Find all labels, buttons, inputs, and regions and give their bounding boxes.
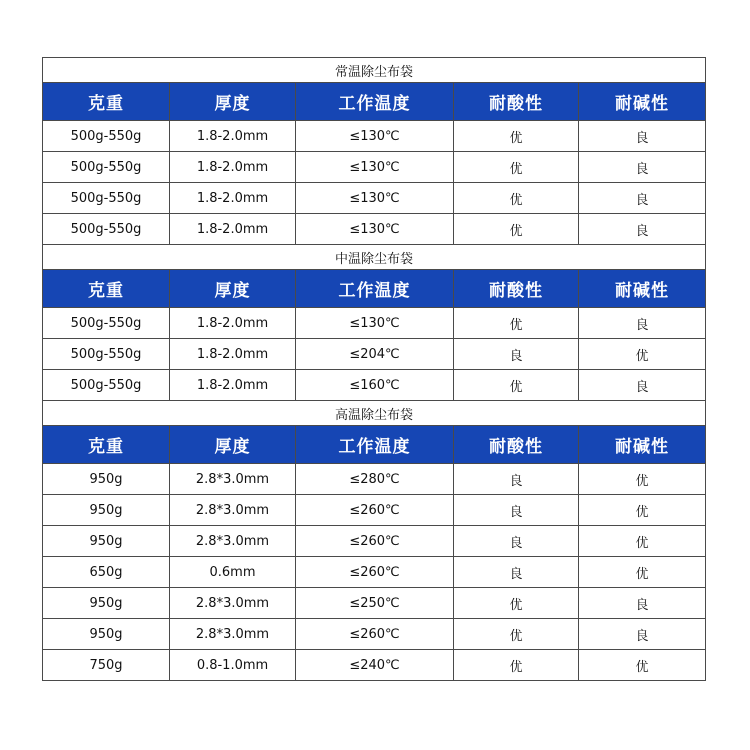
cell-alkali-resistance: 良 (579, 121, 706, 152)
table-row (43, 619, 706, 650)
cell-temperature: ≤260℃ (296, 619, 454, 650)
column-header-temperature: 工作温度 (296, 83, 454, 121)
cell-alkali-resistance: 良 (579, 214, 706, 245)
cell-acid-resistance: 优 (454, 588, 579, 619)
cell-weight: 500g-550g (43, 308, 170, 339)
cell-temperature: ≤280℃ (296, 464, 454, 495)
table-row (43, 588, 706, 619)
cell-thickness: 2.8*3.0mm (170, 588, 296, 619)
cell-thickness: 1.8-2.0mm (170, 339, 296, 370)
cell-temperature: ≤130℃ (296, 183, 454, 214)
column-header-weight: 克重 (43, 270, 170, 308)
column-header-alkali-resistance: 耐碱性 (579, 83, 706, 121)
cell-alkali-resistance: 优 (579, 495, 706, 526)
section-title-row (43, 401, 706, 426)
column-header-thickness: 厚度 (170, 83, 296, 121)
column-header-row (43, 83, 706, 121)
table-row (43, 339, 706, 370)
spec-table (42, 57, 706, 681)
section-title: 高温除尘布袋 (43, 401, 706, 426)
cell-weight: 950g (43, 464, 170, 495)
column-header-weight: 克重 (43, 83, 170, 121)
cell-thickness: 0.8-1.0mm (170, 650, 296, 681)
column-header-row (43, 270, 706, 308)
column-header-acid-resistance: 耐酸性 (454, 83, 579, 121)
cell-weight: 500g-550g (43, 214, 170, 245)
cell-thickness: 1.8-2.0mm (170, 183, 296, 214)
cell-weight: 500g-550g (43, 121, 170, 152)
cell-acid-resistance: 良 (454, 557, 579, 588)
column-header-temperature: 工作温度 (296, 270, 454, 308)
cell-acid-resistance: 优 (454, 308, 579, 339)
cell-alkali-resistance: 良 (579, 308, 706, 339)
cell-temperature: ≤250℃ (296, 588, 454, 619)
cell-temperature: ≤260℃ (296, 526, 454, 557)
cell-weight: 750g (43, 650, 170, 681)
cell-weight: 500g-550g (43, 152, 170, 183)
cell-temperature: ≤130℃ (296, 214, 454, 245)
cell-acid-resistance: 优 (454, 650, 579, 681)
cell-alkali-resistance: 良 (579, 619, 706, 650)
cell-thickness: 2.8*3.0mm (170, 619, 296, 650)
column-header-row (43, 426, 706, 464)
cell-thickness: 2.8*3.0mm (170, 495, 296, 526)
cell-acid-resistance: 良 (454, 526, 579, 557)
cell-alkali-resistance: 良 (579, 588, 706, 619)
cell-weight: 950g (43, 495, 170, 526)
cell-temperature: ≤204℃ (296, 339, 454, 370)
table-body (43, 58, 706, 681)
cell-thickness: 1.8-2.0mm (170, 121, 296, 152)
cell-acid-resistance: 良 (454, 495, 579, 526)
table-row (43, 370, 706, 401)
cell-temperature: ≤130℃ (296, 152, 454, 183)
cell-alkali-resistance: 良 (579, 183, 706, 214)
section-title-row (43, 58, 706, 83)
cell-temperature: ≤260℃ (296, 495, 454, 526)
cell-weight: 950g (43, 526, 170, 557)
table-row (43, 308, 706, 339)
table-row (43, 495, 706, 526)
table-row (43, 121, 706, 152)
column-header-acid-resistance: 耐酸性 (454, 426, 579, 464)
column-header-acid-resistance: 耐酸性 (454, 270, 579, 308)
cell-weight: 950g (43, 588, 170, 619)
cell-acid-resistance: 优 (454, 619, 579, 650)
cell-thickness: 1.8-2.0mm (170, 308, 296, 339)
cell-temperature: ≤130℃ (296, 121, 454, 152)
cell-alkali-resistance: 良 (579, 370, 706, 401)
cell-acid-resistance: 优 (454, 183, 579, 214)
table-row (43, 650, 706, 681)
cell-alkali-resistance: 优 (579, 339, 706, 370)
column-header-thickness: 厚度 (170, 270, 296, 308)
cell-thickness: 2.8*3.0mm (170, 526, 296, 557)
table-row (43, 526, 706, 557)
section-title-row (43, 245, 706, 270)
cell-acid-resistance: 优 (454, 152, 579, 183)
cell-acid-resistance: 良 (454, 464, 579, 495)
cell-weight: 500g-550g (43, 339, 170, 370)
cell-temperature: ≤260℃ (296, 557, 454, 588)
cell-weight: 650g (43, 557, 170, 588)
cell-temperature: ≤240℃ (296, 650, 454, 681)
section-title: 中温除尘布袋 (43, 245, 706, 270)
cell-weight: 500g-550g (43, 183, 170, 214)
cell-thickness: 0.6mm (170, 557, 296, 588)
column-header-alkali-resistance: 耐碱性 (579, 270, 706, 308)
cell-thickness: 1.8-2.0mm (170, 152, 296, 183)
cell-acid-resistance: 优 (454, 370, 579, 401)
cell-thickness: 1.8-2.0mm (170, 370, 296, 401)
cell-weight: 950g (43, 619, 170, 650)
cell-thickness: 2.8*3.0mm (170, 464, 296, 495)
column-header-weight: 克重 (43, 426, 170, 464)
cell-temperature: ≤130℃ (296, 308, 454, 339)
cell-thickness: 1.8-2.0mm (170, 214, 296, 245)
column-header-thickness: 厚度 (170, 426, 296, 464)
cell-alkali-resistance: 良 (579, 152, 706, 183)
table-row (43, 214, 706, 245)
table-row (43, 183, 706, 214)
table-row (43, 557, 706, 588)
cell-acid-resistance: 优 (454, 214, 579, 245)
cell-alkali-resistance: 优 (579, 650, 706, 681)
cell-alkali-resistance: 优 (579, 464, 706, 495)
cell-alkali-resistance: 优 (579, 526, 706, 557)
cell-alkali-resistance: 优 (579, 557, 706, 588)
table-row (43, 464, 706, 495)
cell-acid-resistance: 优 (454, 121, 579, 152)
table-row (43, 152, 706, 183)
column-header-temperature: 工作温度 (296, 426, 454, 464)
cell-weight: 500g-550g (43, 370, 170, 401)
cell-acid-resistance: 良 (454, 339, 579, 370)
section-title: 常温除尘布袋 (43, 58, 706, 83)
cell-temperature: ≤160℃ (296, 370, 454, 401)
column-header-alkali-resistance: 耐碱性 (579, 426, 706, 464)
